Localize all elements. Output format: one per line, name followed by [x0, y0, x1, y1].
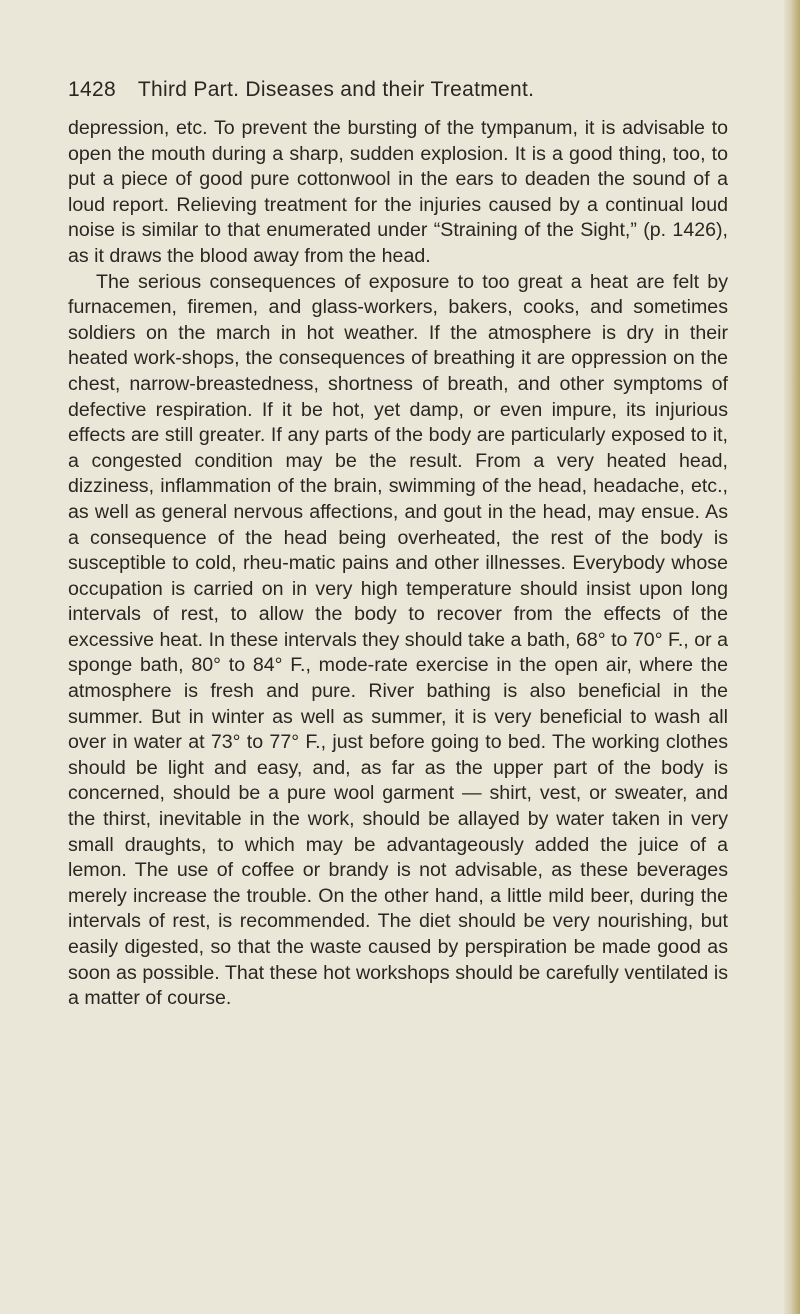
page-edge [784, 0, 800, 1314]
page-number: 1428 [68, 78, 116, 101]
running-title: Third Part. Diseases and their Treatment. [137, 78, 535, 101]
paragraph-heat-exposure: The serious consequences of exposure to too great a heat are felt by furnacemen, firemen, and glass-workers, bakers, cooks, and sometimes soldiers on the march in hot weather. If the atmosphere is dry in their heated work-shops, the consequences of breathing it are oppression on the chest, narrow-breastedness, shortness of breath, and other symptoms of defective respiration. If it be hot, yet damp, or even impure, its injurious effects are still greater. If any parts of the body are particularly exposed to it, a congested condition may be the result. From a very heated head, dizziness, inflammation of the brain, swimming of the head, headache, etc., as well as general nervous affections, and gout in the head, may ensue. As a consequence of the head being overheated, the rest of the body is susceptible to cold, rheu-matic pains and other illnesses. Everybody whose occupation is carried on in very high temperature should insist upon long intervals of rest, to allow the body to recover from the effects of the excessive heat. In these intervals they should take a bath, 68° to 70° F., or a sponge bath, 80° to 84° F., mode-rate exercise in the open air, where the atmosphere is fresh and pure. River bathing is also beneficial in the summer. But in winter as well as summer, it is very beneficial to wash all over in water at 73° to 77° F., just before going to bed. The working clothes should be light and easy, and, as far as the upper part of the body is concerned, should be a pure wool garment — shirt, vest, or sweater, and the thirst, inevitable in the work, should be allayed by water taken in very small draughts, to which may be advantageously added the juice of a lemon. The use of coffee or brandy is not advisable, as these beverages merely increase the trouble. On the other hand, a little mild beer, during the intervals of rest, is recommended. The diet should be very nourishing, but easily digested, so that the waste caused by perspiration be made good as soon as possible. That these hot workshops should be carefully ventilated is a matter of course. [68, 270, 728, 1010]
running-head [68, 78, 728, 102]
paragraph-continued: depression, etc. To prevent the bursting of the tympanum, it is advisable to open the mouth during a sharp, sudden explosion. It is a good thing, too, to put a piece of good pure cottonwool in the ears to deaden the sound of a loud report. Relieving treatment for the injuries caused by a continual loud noise is similar to that enumerated under “Straining of the Sight,” (p. 1426), as it draws the blood away from the head. [68, 117, 728, 267]
body-text [68, 116, 728, 1012]
